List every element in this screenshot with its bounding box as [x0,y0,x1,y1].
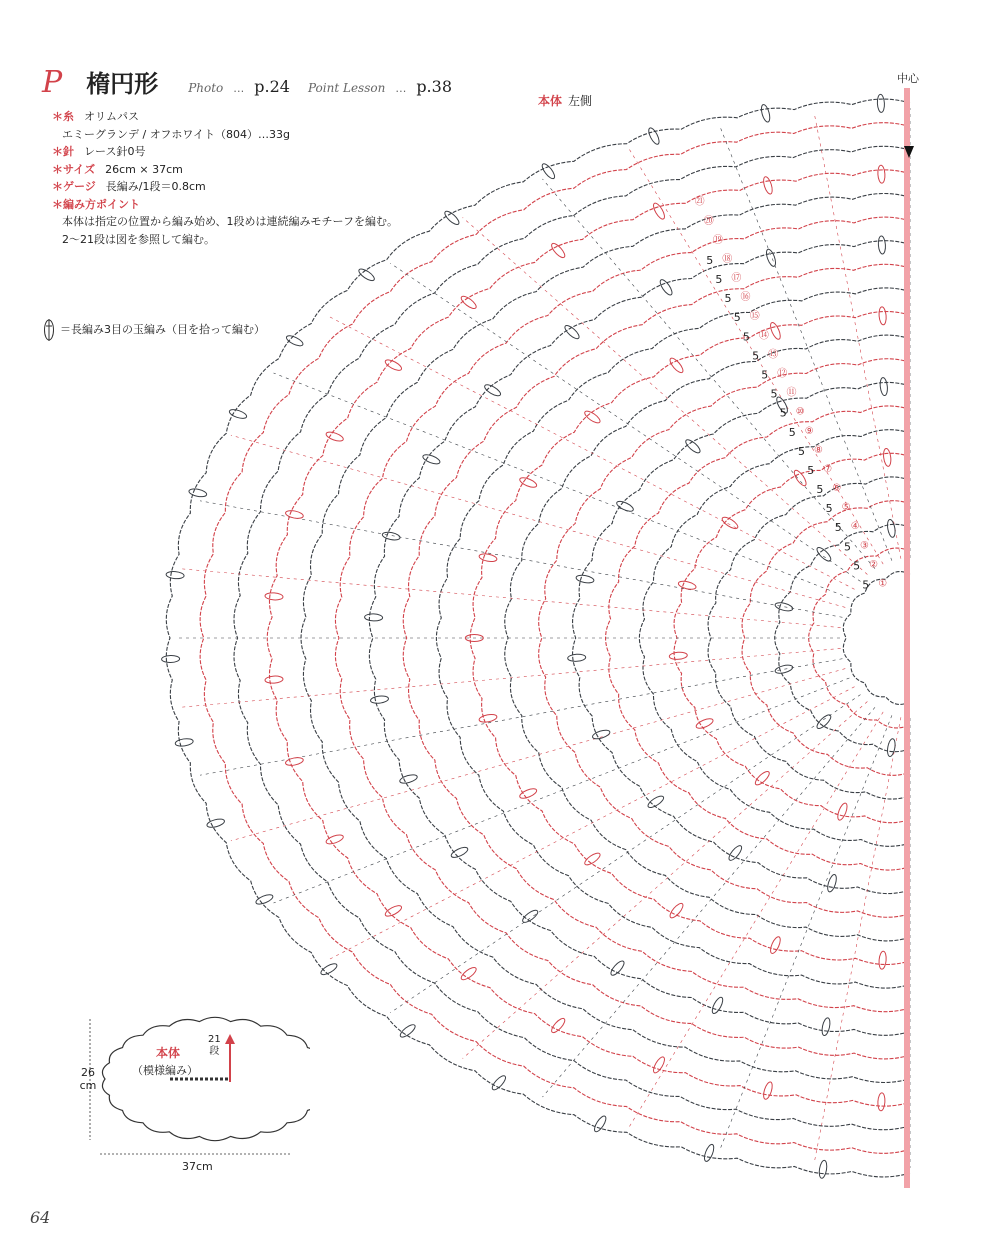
materials-row: ＊ゲージ 長編み/1段＝0.8cm [52,180,206,193]
chain-count: 5 [761,368,769,382]
round-number: ② [869,559,879,571]
round-number: ⑳ [703,215,714,227]
pattern-letter: P [42,65,63,100]
schematic-body-label: 本体 [156,1046,181,1060]
round-numbers [695,196,888,592]
round-number: ⑦ [823,464,833,475]
photo-label: Photo [188,81,224,95]
center-line [904,88,910,1188]
schematic-width: 37cm [182,1160,213,1173]
chart-spokes [175,108,910,1168]
chain-count: 5 [834,521,842,535]
chain-count: 5 [706,254,714,267]
photo-dots: … [233,82,245,95]
chain-count: 5 [844,540,851,554]
materials-row: ＊糸 オリムパス [52,110,139,123]
section-side: 左側 [568,94,593,108]
materials-row: ＊サイズ 26cm × 37cm [52,162,183,176]
photo-page: p.24 [254,77,290,96]
round-number: ⑱ [722,254,733,265]
chain-count: 5 [779,406,787,420]
round-number: ⑲ [713,234,723,246]
chain-count: 5 [752,349,760,363]
schematic-outline [60,1014,310,1174]
lesson-page: p.38 [416,77,452,96]
chain-count: 5 [798,444,805,458]
schematic-height: 26 cm [79,1066,97,1092]
round-number: ⑭ [758,330,769,342]
legend-text: ＝長編み3目の玉編み（目を拾って編む） [60,323,265,336]
schematic-pattern-label: （模様編み） [132,1064,198,1077]
size-schematic [60,1014,310,1174]
round-number: ⑧ [814,444,823,456]
materials-row: ＊編み方ポイント [52,197,140,211]
chain-count: 5 [733,311,741,325]
chain-count: 5 [825,502,833,516]
chain-count: 5 [724,292,732,306]
materials-row: 2〜21段は図を参照して編む。 [62,232,215,246]
round-number: ⑬ [768,349,779,361]
section-name: 本体 [538,94,563,108]
chain-count: 5 [715,273,723,287]
chain-count: 5 [816,483,824,497]
round-number: ④ [850,521,860,533]
chain-count: 5 [742,330,750,344]
materials-row: ＊針 レース針0号 [52,145,146,158]
round-number: ⑥ [832,483,842,495]
schematic-rows: 21 段 [208,1034,221,1057]
page-number: 64 [30,1208,51,1227]
lesson-label: Point Lesson [307,81,386,95]
lesson-dots: … [395,82,407,95]
chain-count: 5 [788,425,796,439]
round-number: ⑫ [777,368,788,380]
chain-count: 5 [807,464,815,477]
chain-count: 5 [853,559,861,573]
round-number: ⑪ [786,387,797,399]
materials-row: 本体は指定の位置から編み始め、1段めは連続編みモチーフを編む。 [62,215,399,228]
round-number: ⑰ [731,273,742,285]
chain-count: 5 [862,578,870,592]
materials-row: エミーグランデ / オフホワイト（804）…33g [62,127,291,141]
round-number: ⑩ [795,406,805,418]
chain-count: 5 [770,387,778,401]
round-number: ③ [860,540,869,552]
round-number: ⑨ [804,425,814,437]
round-number: ⑮ [749,311,760,323]
center-label: 中心 [897,72,919,85]
round-number: ① [878,578,888,590]
round-number: ⑤ [841,502,851,514]
round-number: ㉑ [694,196,705,208]
pattern-title: 楕円形 [86,69,159,98]
round-number: ⑯ [740,292,751,304]
